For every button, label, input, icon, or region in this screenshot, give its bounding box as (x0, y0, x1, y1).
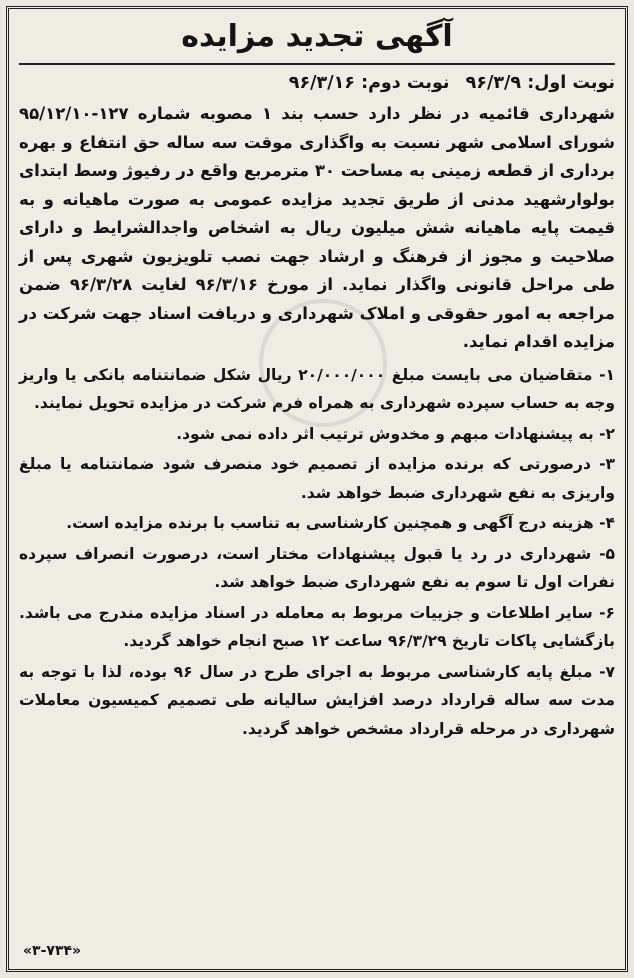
notice-body: شهرداری قائمیه در نظر دارد حسب بند ۱ مصوبه شماره ۱۲۷-۹۵/۱۲/۱۰ شورای اسلامی شهر نسبت به واگذاری موقت سه ساله حق انتفاع و بهره برداری از قطعه زمینی به مساحت ۳۰ مترمربع واقع در رفیوژ وسط ابتدای بولوارشهید مدنی از طریق تجدید مزایده عمومی به صورت ماهیانه و به قیمت پایه ماهیانه شش میلیون ریال به اشخاص واجدالشرایط و دارای صلاحیت و مجوز از فرهنگ و ارشاد جهت نصب تلویزیون شهری پس از طی مراحل قانونی واگذار نماید. از مورخ ۹۶/۳/۱۶ لغایت ۹۶/۳/۲۸ ضمن مراجعه به امور حقوقی و املاک شهرداری و دریافت اسناد جهت شرکت در مزایده اقدام نماید. (19, 104, 616, 351)
condition-6: ۶- سایر اطلاعات و جزییات مربوط به معامله در اسناد مزایده مندرج می باشد. بازگشایی پاکات تاریخ ۹۶/۳/۲۹ ساعت ۱۲ صبح انجام خواهد گردید. (19, 603, 615, 650)
condition-4: ۴- هزینه درج آگهی و همچنین کارشناسی به تناسب با برنده مزایده است. (66, 514, 615, 532)
condition-1: ۱- متقاضیان می بایست مبلغ ۲۰/۰۰۰/۰۰۰ ریال شکل ضمانتنامه بانکی یا واریز وجه به حساب سپرده شهرداری به همراه فرم شرکت در مزایده تحویل نمایند. (19, 365, 616, 412)
first-round-date: نوبت اول: ۹۶/۳/۹ (465, 73, 615, 93)
notice-frame (6, 6, 628, 972)
condition-7: ۷- مبلغ پایه کارشناسی مربوط به اجرای طرح در سال ۹۶ بوده، لذا با توجه به مدت سه ساله قرارداد درصد افزایش سالیانه طی تصمیم کمیسیون معاملات شهرداری در مرحله قرارداد مشخص خواهد گردید. (19, 662, 615, 738)
condition-3: ۳- درصورتی که برنده مزایده از تصمیم خود منصرف شود ضمانتنامه یا مبلغ واریزی به نفع شهرداری ضبط خواهد شد. (19, 455, 615, 502)
condition-2: ۲- به پیشنهادات مبهم و مخدوش ترتیب اثر داده نمی شود. (176, 424, 615, 443)
condition-5: ۵- شهرداری در رد یا قبول پیشنهادات مختار است، درصورت انصراف سپرده نفرات اول تا سوم به نفع شهرداری ضبط خواهد شد. (19, 544, 615, 591)
title-bar (19, 15, 615, 65)
notice-title: آگهی تجدید مزایده (181, 19, 453, 54)
watermark-stamp (259, 299, 387, 427)
notice-code: «۳-۷۳۴» (23, 943, 82, 959)
second-round-date: نوبت دوم: ۹۶/۳/۱۶ (288, 73, 450, 93)
publication-dates (19, 69, 615, 98)
